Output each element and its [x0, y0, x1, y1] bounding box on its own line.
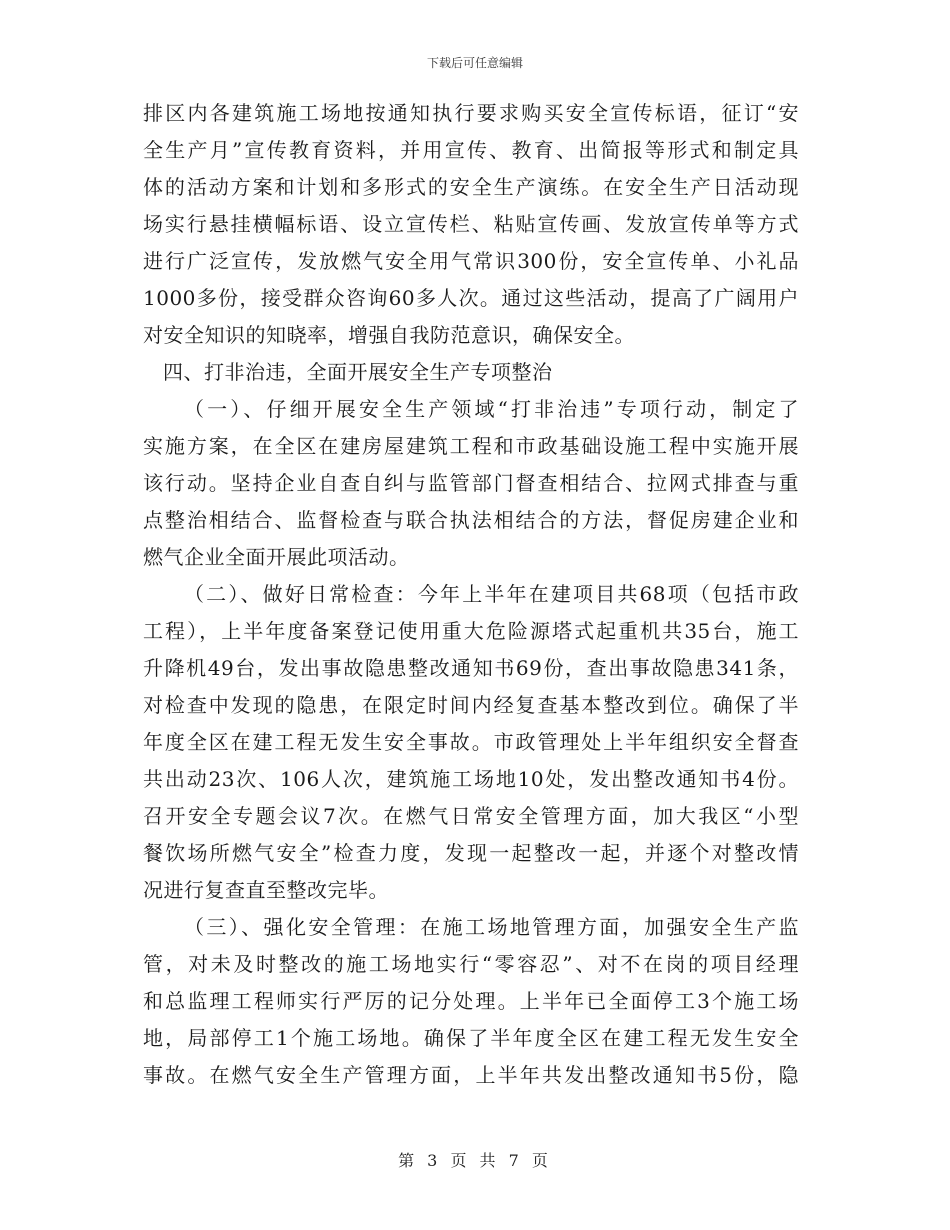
text-line: （二）、做好日常检查：今年上半年在建项目共68项（包括市政 — [184, 582, 799, 606]
text-line: 燃气企业全面开展此项活动。 — [143, 545, 410, 569]
text-line: 和总监理工程师实行严厉的记分处理。上半年已全面停工3个施工场 — [143, 989, 799, 1013]
text-line: 召开安全专题会议7次。在燃气日常安全管理方面，加大我区“小型 — [143, 804, 799, 828]
text-line: 场实行悬挂横幅标语、设立宣传栏、粘贴宣传画、发放宣传单等方式 — [143, 212, 799, 236]
text-line: 地，局部停工1个施工场地。确保了半年度全区在建工程无发生安全 — [143, 1026, 799, 1050]
text-line: 排区内各建筑施工场地按通知执行要求购买安全宣传标语，征订“安 — [143, 101, 799, 125]
page-number-footer: 第 3 页 共 7 页 — [398, 1151, 552, 1170]
text-line: 体的活动方案和计划和多形式的安全生产演练。在安全生产日活动现 — [143, 175, 799, 199]
section-heading: 四、打非治违，全面开展安全生产专项整治 — [163, 360, 553, 384]
text-line: 餐饮场所燃气安全”检查力度，发现一起整改一起，并逐个对整改情 — [143, 841, 799, 865]
text-line: 该行动。坚持企业自查自纠与监管部门督查相结合、拉网式排查与重 — [143, 471, 799, 495]
page-header-note: 下载后可任意编辑 — [426, 56, 523, 70]
text-line: 1000多份，接受群众咨询60多人次。通过这些活动，提高了广阔用户 — [143, 286, 799, 310]
text-line: （一）、仔细开展安全生产领域“打非治违”专项行动，制定了 — [184, 397, 799, 421]
text-line: 况进行复查直至整改完毕。 — [143, 878, 389, 902]
text-line: 升降机49台，发出事故隐患整改通知书69份，查出事故隐患341条， — [143, 656, 799, 680]
text-line: 实施方案，在全区在建房屋建筑工程和市政基础设施工程中实施开展 — [143, 434, 799, 458]
text-line: 事故。在燃气安全生产管理方面，上半年共发出整改通知书5份，隐 — [143, 1063, 799, 1087]
text-line: 全生产月”宣传教育资料，并用宣传、教育、出简报等形式和制定具 — [143, 138, 799, 162]
text-line: 年度全区在建工程无发生安全事故。市政管理处上半年组织安全督查 — [143, 730, 799, 754]
text-line: 进行广泛宣传，发放燃气安全用气常识300份，安全宣传单、小礼品 — [143, 249, 799, 273]
text-line: 管，对未及时整改的施工场地实行“零容忍”、对不在岗的项目经理 — [143, 952, 799, 976]
text-line: 点整治相结合、监督检查与联合执法相结合的方法，督促房建企业和 — [143, 508, 799, 532]
text-line: 对检查中发现的隐患，在限定时间内经复查基本整改到位。确保了半 — [143, 693, 799, 717]
text-line: 对安全知识的知晓率，增强自我防范意识，确保安全。 — [143, 323, 635, 347]
text-line: 共出动23次、106人次，建筑施工场地10处，发出整改通知书4份。 — [143, 767, 799, 791]
text-line: （三）、强化安全管理：在施工场地管理方面，加强安全生产监 — [184, 915, 799, 939]
text-line: 工程），上半年度备案登记使用重大危险源塔式起重机共35台，施工 — [143, 619, 799, 643]
